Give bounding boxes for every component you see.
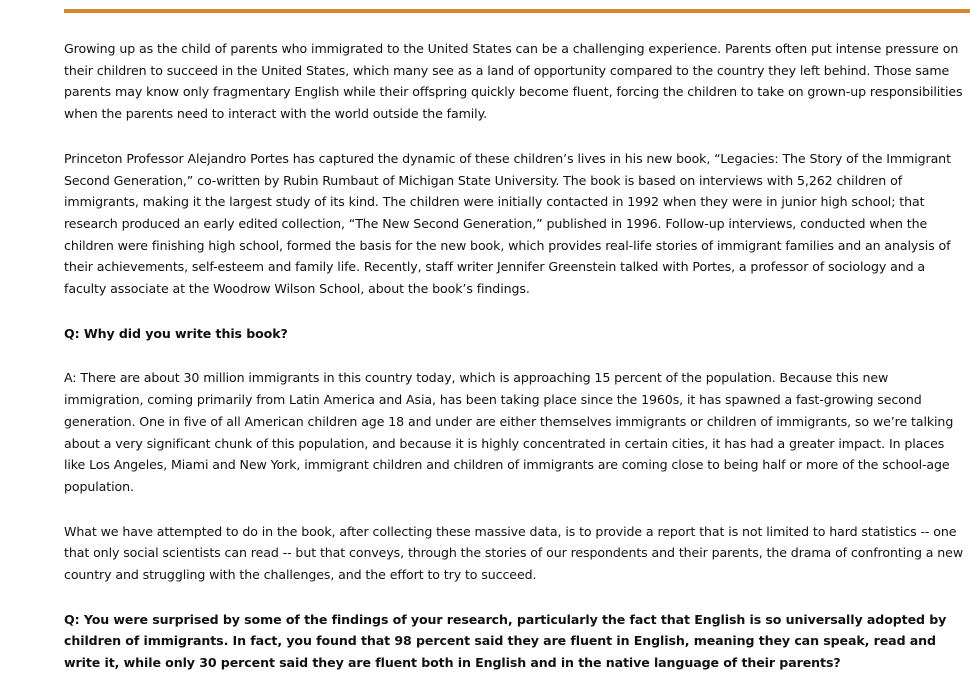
question-1: Q: Why did you write this book? [64,325,288,341]
article-body [64,38,968,697]
question-2: Q: You were surprised by some of the findings of your research, particularly the fact that English is so universally adopted by children of immigrants. In fact, you found that 98 percent said they are fluent in English, meaning they can speak, read and write it, while only 30 percent said they are fluent both in English and in the native language of their parents? [64,611,947,671]
answer-1-paragraph-1: A: There are about 30 million immigrants in this country today, which is approaching 15 percent of the population. Because this new immigration, coming primarily from Latin America and Asia, has been taking place since the 1960s, it has spawned a fast-growing second generation. One in five of all American children age 18 and under are either themselves immigrants or children of immigrants, so we’re talking about a very significant chunk of this population, and because it is highly concentrated in certain cities, it has had a greater impact. In places like Los Angeles, Miami and New York, immigrant children and children of immigrants are coming close to being half or more of the school-age population. [64,370,954,494]
background-paragraph: Princeton Professor Alejandro Portes has captured the dynamic of these children’s lives in his new book, “Legacies: The Story of the Immigrant Second Generation,” co-written by Rubin Rumbaut of Michigan State University. The book is based on interviews with 5,262 children of immigrants, making it the largest study of its kind. The children were initially contacted in 1992 when they were in junior high school; that research produced an early edited collection, “The New Second Generation,” published in 1996. Follow-up interviews, conducted when the children were finishing high school, formed the basis for the new book, which provides real-life stories of immigrant families and an analysis of their achievements, self-esteem and family life. Recently, staff writer Jennifer Greenstein talked with Portes, a professor of sociology and a faculty associate at the Woodrow Wilson School, about the book’s findings. [64,150,951,297]
top-accent-rule [64,9,970,13]
intro-paragraph: Growing up as the child of parents who immigrated to the United States can be a challenging experience. Parents often put intense pressure on their children to succeed in the United States, which many see as a land of opportunity compared to the country they left behind. Those same parents may know only fragmentary English while their offspring quickly become fluent, forcing the children to take on grown-up responsibilities when the parents need to interact with the world outside the family. [64,41,963,122]
answer-1-paragraph-2: What we have attempted to do in the book, after collecting these massive data, is to provide a report that is not limited to hard statistics -- one that only social scientists can read -- but that conveys, through the stories of our respondents and their parents, the drama of confronting a new country and struggling with the challenges, and the effort to try to succeed. [64,523,964,583]
